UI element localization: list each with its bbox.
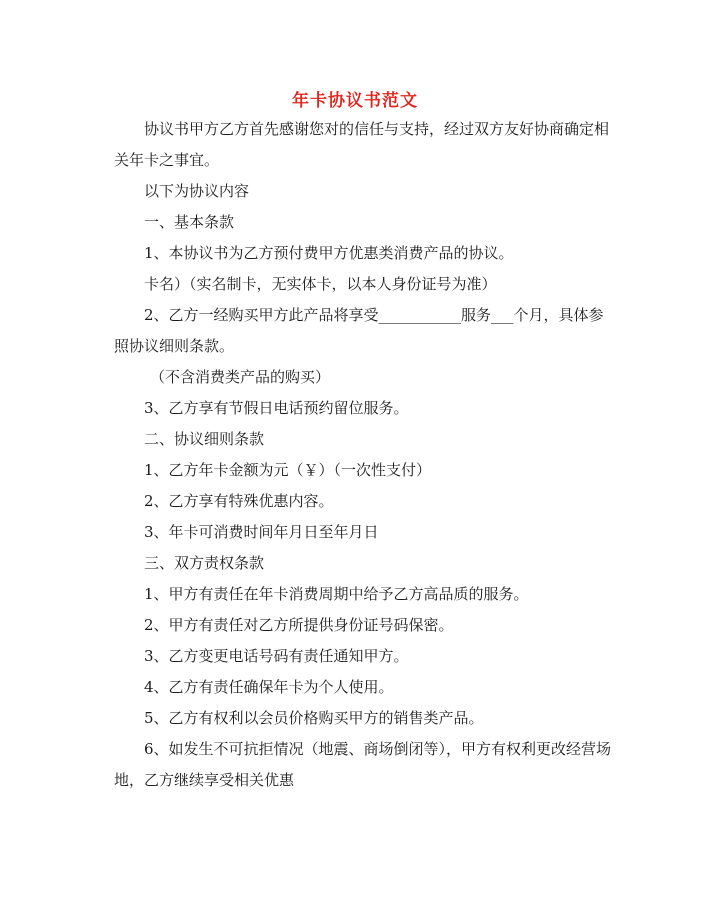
document-title: 年卡协议书范文	[292, 91, 418, 111]
clause-detail-3: 3、年卡可消费时间年月日至年月日	[144, 523, 379, 541]
clause-detail-2: 2、乙方享有特殊优惠内容。	[144, 492, 334, 510]
document-body	[114, 114, 614, 796]
clause-card-name: 卡名）（实名制卡，无实体卡，以本人身份证号为准）	[144, 275, 497, 293]
clause-rights-3: 3、乙方变更电话号码有责任通知甲方。	[144, 647, 409, 665]
clause-rights-1: 1、甲方有责任在年卡消费周期中给予乙方高品质的服务。	[144, 585, 529, 603]
section-heading-detail-terms: 二、协议细则条款	[144, 430, 265, 448]
paragraph-intro: 协议书甲方乙方首先感谢您对的信任与支持，经过双方友好协商确定相关年卡之事宜。	[114, 120, 610, 169]
clause-rights-5: 5、乙方有权利以会员价格购买甲方的销售类产品。	[144, 709, 484, 727]
clause-rights-6: 6、如发生不可抗拒情况（地震、商场倒闭等），甲方有权利更改经营场地，乙方继续享受相关优惠	[114, 740, 612, 789]
section-heading-basic-terms: 一、基本条款	[144, 213, 235, 231]
clause-basic-3: 3、乙方享有节假日电话预约留位服务。	[144, 399, 409, 417]
clause-rights-2: 2、甲方有责任对乙方所提供身份证号码保密。	[144, 616, 454, 634]
clause-basic-1: 1、本协议书为乙方预付费甲方优惠类消费产品的协议。	[144, 244, 514, 262]
paragraph-content-heading: 以下为协议内容	[144, 182, 250, 200]
clause-rights-4: 4、乙方有责任确保年卡为个人使用。	[144, 678, 394, 696]
clause-exclusion-note: （不含消费类产品的购买）	[150, 368, 331, 386]
section-heading-rights: 三、双方责权条款	[144, 554, 265, 572]
clause-basic-2: 2、乙方一经购买甲方此产品将享受___________服务___个月，具体参照协议细则条款。	[114, 306, 604, 355]
clause-detail-1: 1、乙方年卡金额为元（￥）（一次性支付）	[144, 461, 432, 479]
